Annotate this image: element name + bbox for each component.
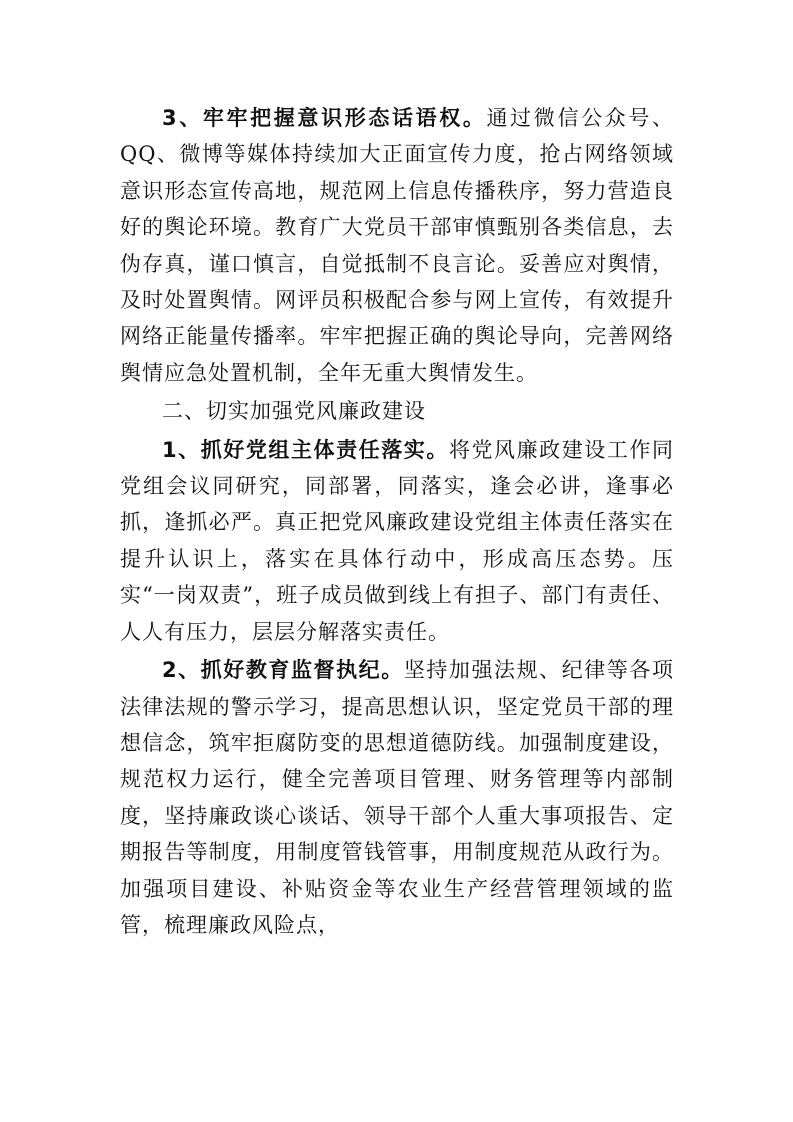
paragraph-lead: 3、牢牢把握意识形态话语权。 (162, 106, 487, 130)
paragraph-text: 将党风廉政建设工作同党组会议同研究，同部署，同落实，逢会必讲，逢事必抓，逢抓必严。真正把党风廉政建设党组主体责任落实在提升认识上，落实在具体行动中，形成高压态势。压实“一岗双责”，班子成员做到线上有担子、部门有责任、人人有压力，层层分解落实责任。 (120, 437, 674, 644)
paragraph-party-responsibility (120, 432, 674, 650)
paragraph-text: 坚持加强法规、纪律等各项法律法规的警示学习，提高思想认识，坚定党员干部的理想信念，筑牢拒腐防变的思想道德防线。加强制度建设，规范权力运行，健全完善项目管理、财务管理等内部制度，坚持廉政谈心谈话、领导干部个人重大事项报告、定期报告等制度，用制度管钱管事，用制度规范从政行为。加强项目建设、补贴资金等农业生产经营管理领域的监管，梳理廉政风险点， (120, 658, 674, 937)
paragraph-ideology-discourse (120, 100, 674, 391)
paragraph-lead: 2、抓好教育监督执纪。 (162, 658, 404, 683)
section-heading-text: 二、切实加强党风廉政建设 (162, 399, 426, 424)
paragraph-education-supervision (120, 652, 674, 943)
document-body (120, 100, 674, 943)
paragraph-text: 通过微信公众号、QQ、微博等媒体持续加大正面宣传力度，抢占网络领域意识形态宣传高地，规范网上信息传播秩序，努力营造良好的舆论环境。教育广大党员干部审慎甄别各类信息，去伪存真，谨口慎言，自觉抵制不良言论。妥善应对舆情，及时处置舆情。网评员积极配合参与网上宣传，有效提升网络正能量传播率。牢牢把握正确的舆论导向，完善网络舆情应急处置机制，全年无重大舆情发生。 (120, 106, 674, 385)
paragraph-lead: 1、抓好党组主体责任落实。 (162, 437, 449, 462)
section-heading (120, 393, 674, 429)
